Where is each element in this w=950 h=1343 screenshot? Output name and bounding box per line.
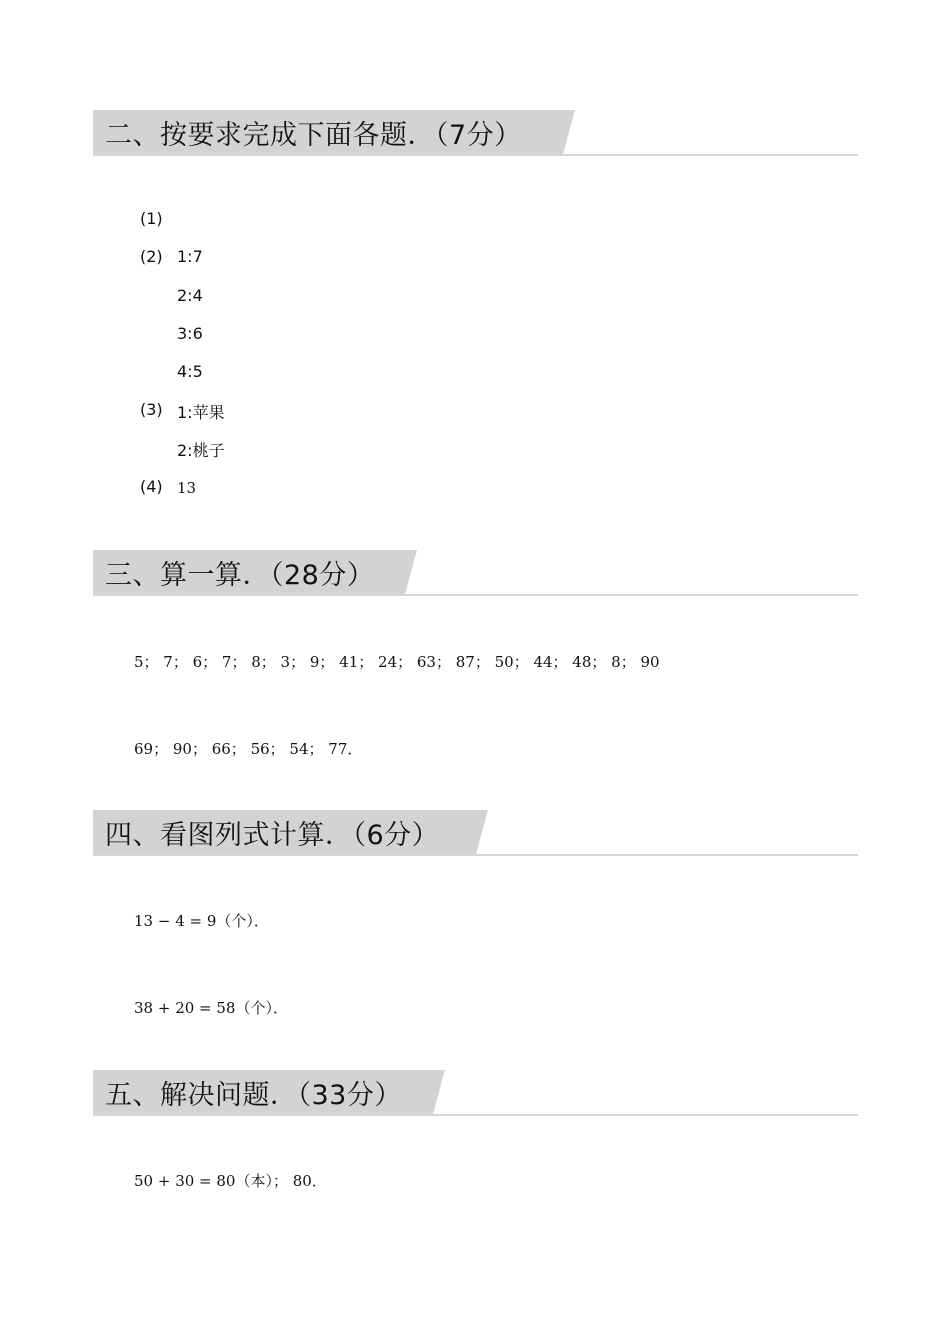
q4-label: (4) bbox=[140, 477, 163, 496]
header-rule bbox=[93, 594, 858, 596]
calc-answers-line-1: 5； 7； 6； 7； 8； 3； 9； 41； 24； 63； 87； 50； 44； 48； 8； 90 bbox=[134, 653, 660, 671]
equation-expression: 38 + 20 = 58 bbox=[134, 999, 236, 1017]
problem-equation-1 bbox=[134, 1170, 327, 1191]
q2-answer-4: 4:5 bbox=[177, 362, 203, 381]
section-3-header bbox=[93, 550, 858, 596]
equation-unit: （个）． bbox=[235, 999, 288, 1017]
q3-answer-1: 1:苹果 bbox=[177, 403, 225, 422]
section-3-title: 三、算一算．（28分） bbox=[93, 550, 405, 594]
equation-unit: （本）； bbox=[235, 1172, 288, 1190]
q1-label: (1) bbox=[140, 209, 163, 228]
section-4-title: 四、看图列式计算．（6分） bbox=[93, 810, 476, 854]
equation-answer: 80． bbox=[288, 1172, 327, 1190]
q3-answer-2: 2:桃子 bbox=[177, 441, 225, 460]
equation-unit: （个）． bbox=[216, 912, 269, 930]
header-rule bbox=[93, 154, 858, 156]
header-rule bbox=[93, 1114, 858, 1116]
q2-answer-1: 1:7 bbox=[177, 247, 203, 266]
q4-answer-1: 13 bbox=[177, 479, 197, 497]
section-4-header bbox=[93, 810, 858, 856]
picture-equation-1 bbox=[134, 910, 269, 931]
q2-answer-2: 2:4 bbox=[177, 286, 203, 305]
picture-equation-2 bbox=[134, 997, 288, 1018]
section-5-header bbox=[93, 1070, 858, 1116]
section-2-title: 二、按要求完成下面各题．（7分） bbox=[93, 110, 563, 154]
q2-label: (2) bbox=[140, 247, 163, 266]
q3-label: (3) bbox=[140, 400, 163, 419]
equation-expression: 50 + 30 = 80 bbox=[134, 1172, 236, 1190]
section-5-title: 五、解决问题．（33分） bbox=[93, 1070, 433, 1114]
calc-answers-line-2: 69； 90； 66； 56； 54； 77． bbox=[134, 740, 363, 758]
q2-answer-3: 3:6 bbox=[177, 324, 203, 343]
header-rule bbox=[93, 854, 858, 856]
equation-expression: 13 − 4 = 9 bbox=[134, 912, 217, 930]
section-2-header bbox=[93, 110, 858, 156]
